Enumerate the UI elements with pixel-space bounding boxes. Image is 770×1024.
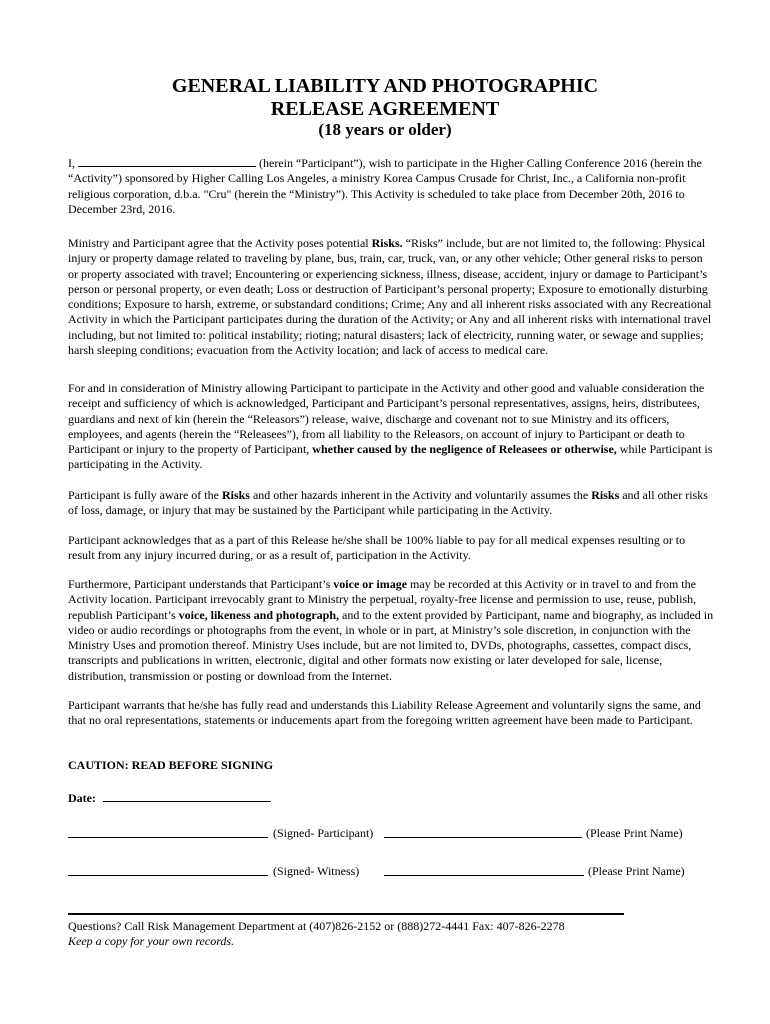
date-label: Date: <box>68 791 96 805</box>
media-text-a: Furthermore, Participant understands that Participant’s <box>68 577 331 591</box>
risks-paragraph <box>68 236 714 358</box>
risks-text-c: “Risks” include, but are not limited to, the following: Physical injury or property damage related to traveling by plane, bus, train, car, truck, van, or any other vehicle; Other general risks to person or property associated with travel; Encountering or experiencing sickness, illness, disease, accident, injury or damage to Participant’s person or personal property, or even death; Loss or destruction of Participant’s personal property; Exposure to emotionally disturbing conditions; Exposure to harsh, extreme, or substandard conditions; Crime; Any and all inherent risks associated with any Recreational Activity in which the Participant participates during the duration of the Activity; or Any and all inherent risks with international travel including, but not limited to: political instability; rioting; natural disasters; lack of electricity, running water, or sewage and supplies; harsh sleeping conditions; evacuation from the Activity location; and lack of access to medical care. <box>68 236 712 358</box>
media-emphasis-2: voice, likeness and photograph, <box>178 607 340 622</box>
awareness-text-c: and other hazards inherent in the Activity and voluntarily assumes the <box>252 488 589 502</box>
media-emphasis-1: voice or image <box>333 577 408 591</box>
release-paragraph <box>68 381 714 473</box>
witness-print-name-field[interactable] <box>384 864 584 876</box>
release-text-a: For and in consideration of Ministry allowing Participant to participate in the Activity and other good and valuable consideration the receipt and sufficiency of which is acknowledged, Participant and Participant’s personal representatives, assigns, heirs, distributees, guardians and next of kin (herein the “Releasors”) release, waive, discharge and covenant not to sue Ministry and its officers, employees, and agents (herein the “Releasees”), from all liability to the Releasors, on account of injury to Participant or death to Participant or injury to the property of Participant, <box>68 381 705 457</box>
media-release-paragraph <box>68 577 714 684</box>
participant-print-name-field[interactable] <box>384 826 582 838</box>
participant-signature-row <box>68 826 728 842</box>
risks-emphasis: Risks. <box>371 236 403 250</box>
intro-prefix: I, <box>68 156 75 170</box>
participant-print-name-label: (Please Print Name) <box>586 826 683 840</box>
date-field[interactable] <box>103 790 271 802</box>
date-row <box>68 790 271 806</box>
media-text-e: and to the extent provided by Participant, name and biography, as included in video or audio recordings or photographs from the event, in whole or in part, at Ministry’s sole discretion, in conjunction with the Ministry Uses and promotion thereof. Ministry Uses include, but are not limited to, DVDs, photographs, cassettes, compact discs, transcripts and publications in written, electronic, digital and other formats now existing or later developed for sale, license, distribution, transmission or posting or download from the Internet. <box>68 607 714 683</box>
footer-divider <box>68 913 624 915</box>
risks-text-a: Ministry and Participant agree that the Activity poses potential <box>68 236 369 250</box>
witness-signature-label: (Signed- Witness) <box>273 864 360 878</box>
keep-copy-note: Keep a copy for your own records. <box>68 934 235 948</box>
medical-paragraph: Participant acknowledges that as a part of this Release he/she shall be 100% liable to pay for all medical expenses resulting or to result from any injury incurred during, or as a result of, participation in the Activity. <box>68 533 686 563</box>
awareness-text-e: and all other risks of loss, damage, or injury that may be sustained by the Participant while participating in the Activity. <box>68 488 708 518</box>
release-text-c: while Participant is participating in the Activity. <box>68 442 713 472</box>
awareness-text-a: Participant is fully aware of the <box>68 488 219 502</box>
participant-signature-label: (Signed- Participant) <box>273 826 374 840</box>
document-title: GENERAL LIABILITY AND PHOTOGRAPHIC <box>171 75 599 97</box>
participant-signature-field[interactable] <box>68 826 268 838</box>
intro-text: (herein “Participant”), wish to participate in the Higher Calling Conference 2016 (herein the “Activity”) sponsored by Higher Calling Los Angeles, a ministry Korea Campus Crusade for Christ, Inc., a California non-profit religious corporation, d.b.a. "Cru" (herein the “Ministry”). This Activity is scheduled to take place from December 20th, 2016 to December 23rd, 2016. <box>68 156 702 216</box>
awareness-paragraph <box>68 488 714 519</box>
witness-signature-field[interactable] <box>68 864 268 876</box>
contact-info: Questions? Call Risk Management Department at (407)826-2152 or (888)272-4441 Fax: 407-826-2278 <box>68 919 565 933</box>
witness-signature-row <box>68 864 728 880</box>
participant-name-field[interactable] <box>78 156 256 167</box>
awareness-risks-1: Risks <box>221 488 250 502</box>
document-subtitle: RELEASE AGREEMENT <box>270 98 500 120</box>
warranty-paragraph: Participant warrants that he/she has fully read and understands this Liability Release Agreement and voluntarily signs the same, and that no oral representations, statements or inducements apart from the foregoing written agreement have been made to Participant. <box>68 698 701 728</box>
participant-intro-paragraph <box>68 156 714 217</box>
caution-heading: CAUTION: READ BEFORE SIGNING <box>68 758 274 772</box>
age-requirement: (18 years or older) <box>318 120 452 139</box>
release-emphasis: whether caused by the negligence of Releasees or otherwise, <box>312 442 617 457</box>
awareness-risks-2: Risks <box>591 488 620 502</box>
witness-print-name-label: (Please Print Name) <box>588 864 685 878</box>
media-text-c: may be recorded at this Activity or in travel to and from the Activity location. Participant irrevocably grant to Ministry the perpetual, royalty-free license and permission to use, reuse, publish, republish Participant’s <box>68 577 697 622</box>
